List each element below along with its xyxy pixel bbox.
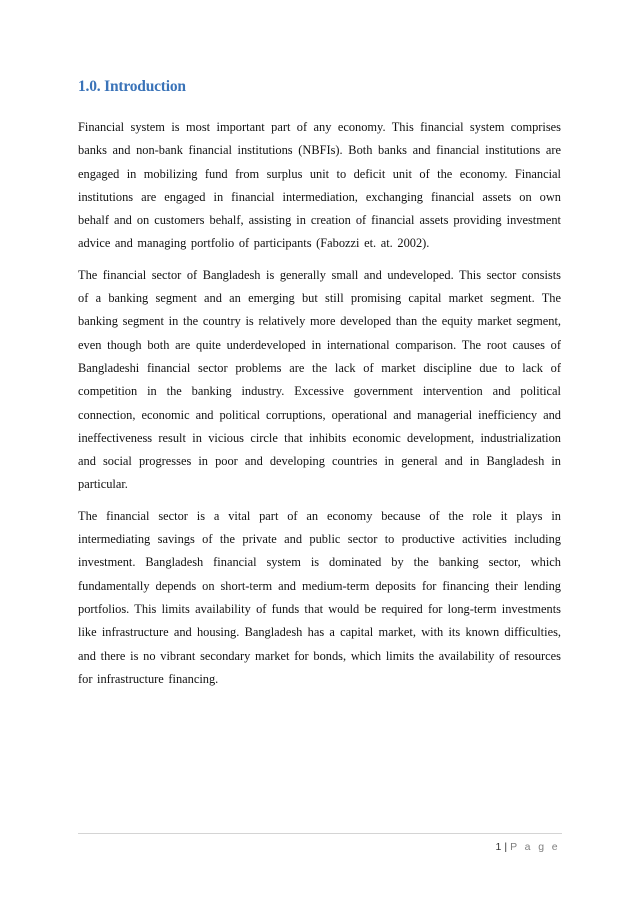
- section-heading: 1.0. Introduction: [78, 78, 186, 95]
- page-label: P a g e: [510, 841, 560, 853]
- body-text: [78, 116, 561, 699]
- page-footer: [496, 841, 560, 853]
- page-number: 1: [495, 841, 502, 853]
- paragraph-3: The financial sector is a vital part of an economy because of the role it plays in intermediating savings of the private and public sector to productive activities including investment. Bangladesh financial system is dominated by the banking sector, which fundamentally depends on short-term and medium-term deposits for financing their lending portfolios. This limits availability of funds that would be required for long-term investments like infrastructure and housing. Bangladesh has a capital market, with its known difficulties, and there is no vibrant secondary market for bonds, which limits the availability of resources for infrastructure financing.: [78, 508, 561, 686]
- footer-divider: [78, 833, 562, 834]
- footer-separator: |: [504, 841, 508, 853]
- paragraph-2: The financial sector of Bangladesh is generally small and undeveloped. This sector consists of a banking segment and an emerging but still promising capital market segment. The banking segment in the country is relatively more developed than the equity market segment, even though both are quite underdeveloped in international comparison. The root causes of Bangladeshi financial sector problems are the lack of market discipline due to lack of competition in the banking industry. Excessive government intervention and political connection, economic and political corruptions, operational and managerial inefficiency and ineffectiveness result in vicious circle that inhibits economic development, industrialization and social progresses in poor and developing countries in general and in Bangladesh in particular.: [78, 267, 561, 492]
- paragraph-1: Financial system is most important part of any economy. This financial system comprises banks and non-bank financial institutions (NBFIs). Both banks and financial institutions are engaged in mobilizing fund from surplus unit to deficit unit of the economy. Financial institutions are engaged in financial intermediation, exchanging financial assets on own behalf and on customers behalf, assisting in creation of financial assets providing investment advice and managing portfolio of participants (Fabozzi et. at. 2002).: [78, 120, 561, 251]
